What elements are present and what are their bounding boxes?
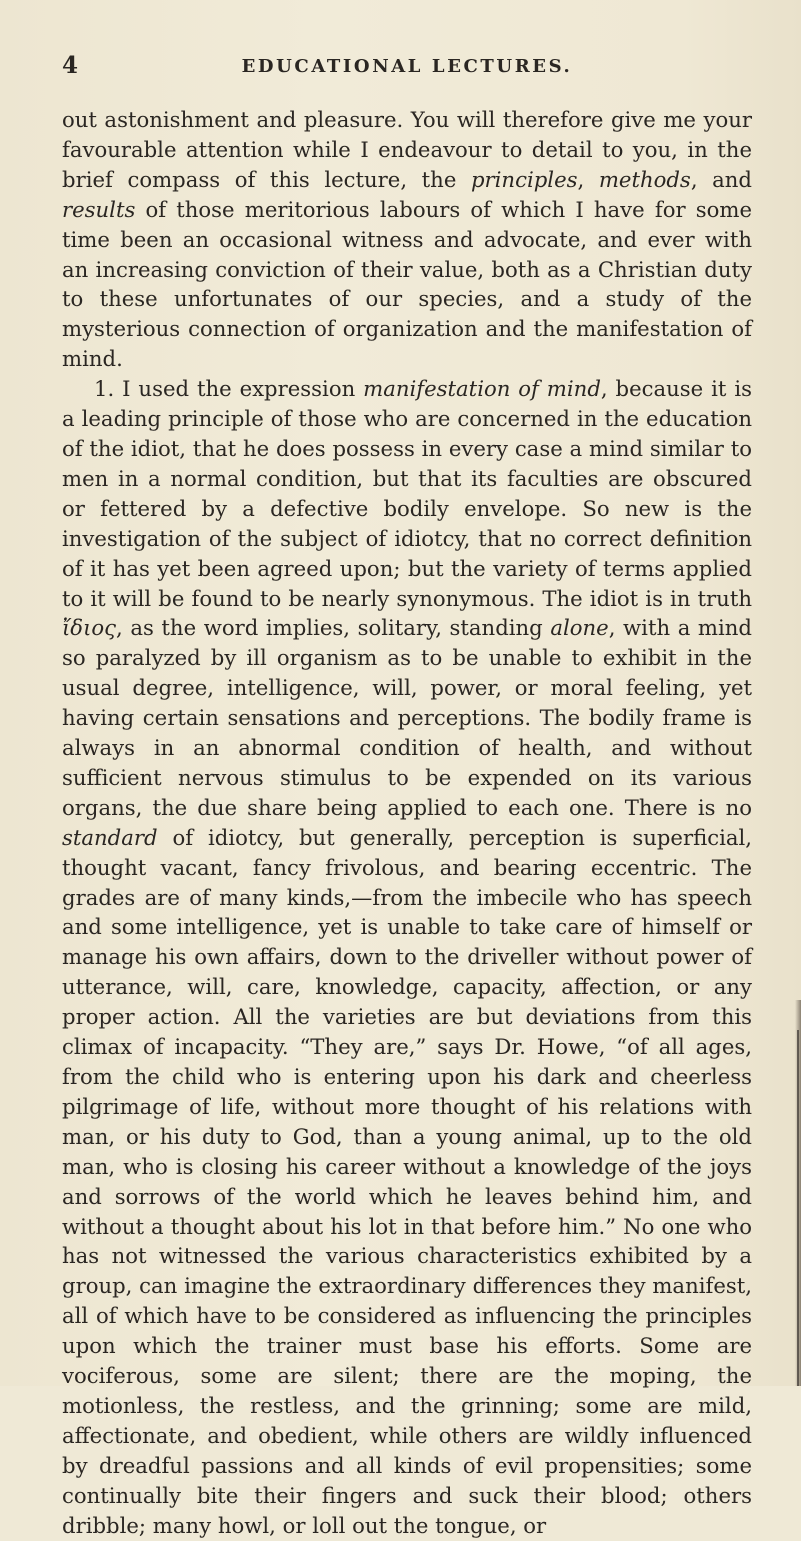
text-run: , as the word implies, solitary, standing [116, 615, 551, 641]
italic-run: standard [62, 824, 158, 850]
text-run: , and [690, 166, 752, 192]
italic-run: principles [470, 166, 578, 192]
text-run: , with a mind so paralyzed by ill organism as to be unable to exhibit in the usual degree, intelligence, will, power, or moral feeling, yet having certain sensations and perceptions. The bodily frame is always in an abnormal condition of health, and without sufficient nervous stimulus to be expended on its various organs, the due share being applied to each one. There is no [62, 615, 752, 820]
italic-run: ἴδιος [62, 615, 116, 641]
paragraph-numbered-1 [62, 374, 752, 1540]
page-header [62, 52, 752, 82]
italic-run: manifestation of mind [363, 376, 601, 402]
italic-run: results [62, 196, 136, 222]
paragraph-opening [62, 105, 752, 374]
italic-run: alone [550, 615, 609, 641]
body-text [62, 105, 752, 1541]
text-run: 1. I used the expression [94, 376, 364, 402]
page-edge-line [797, 1030, 799, 1386]
italic-run: methods [598, 166, 691, 192]
text-run: , [577, 166, 599, 192]
text-run: of those meritorious labours of which I have for some time been an occasional witness and advocate, and ever with an increasing conviction of their value, both as a Christian duty to these unfortunates of our species, and a study of the mysterious connection of organization and the manifestation of mind. [62, 196, 752, 372]
text-run: of idiotcy, but generally, perception is superficial, thought vacant, fancy frivolous, and bearing eccentric. The grades are of many kinds,—from the imbecile who has speech and some intelligence, yet is unable to take care of himself or manage his own affairs, down to the driveller without power of utterance, will, care, knowledge, capacity, affection, or any proper action. All the varieties are but deviations from this climax of incapacity. “They are,” says Dr. Howe, “of all ages, from the child who is entering upon his dark and cheerless pilgrimage of life, without more thought of his relations with man, or his duty to God, than a young animal, up to the old man, who is closing his career without a knowledge of the joys and sorrows of the world which he leaves behind him, and without a thought about his lot in that before him.” No one who has not witnessed the various characteristics exhibited by a group, can imagine the extraordinary differences they manifest, all of which have to be considered as influencing the principles upon which the trainer must base his efforts. Some are vociferous, some are silent; there are the moping, the motionless, the restless, and the grinning; some are mild, affectionate, and obedient, while others are wildly influenced by dreadful passions and all kinds of evil propensities; some continually bite their fingers and suck their blood; others dribble; many howl, or loll out the tongue, or [62, 824, 752, 1538]
running-head: EDUCATIONAL LECTURES. [241, 56, 573, 77]
text-run: out astonishment and pleasure. You will therefore give me your favourable attention while I endeavour to detail to you, in the brief compass of this lecture, the [62, 107, 752, 192]
page-number: 4 [62, 52, 80, 79]
text-run: , because it is a leading principle of those who are concerned in the education of the idiot, that he does possess in every case a mind similar to men in a normal condition, but that its faculties are obscured or fettered by a defective bodily envelope. So new is the investigation of the subject of idiotcy, that no correct definition of it has yet been agreed upon; but the variety of terms applied to it will be found to be nearly synonymous. The idiot is in truth [62, 376, 752, 611]
